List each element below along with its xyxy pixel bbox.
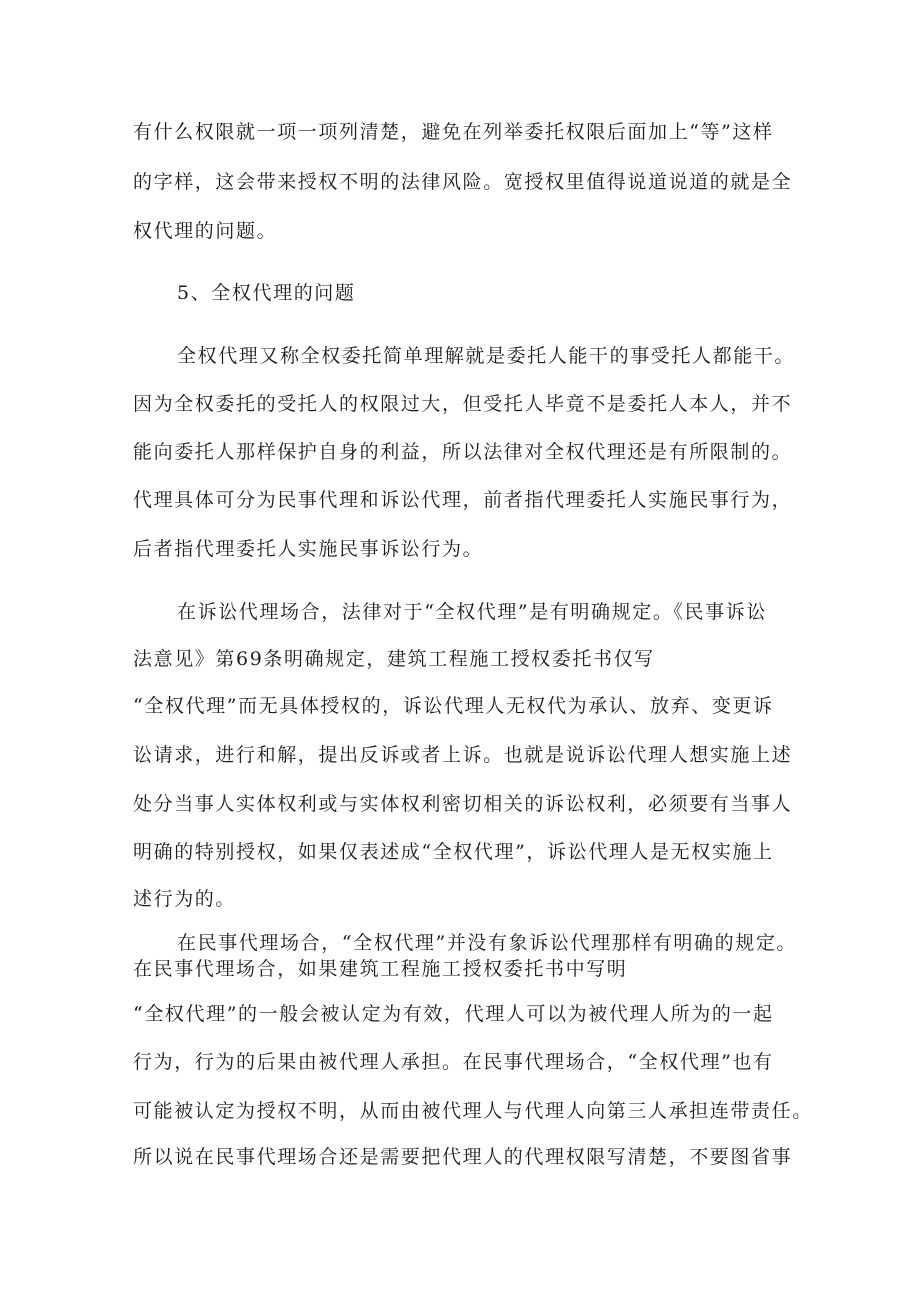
text-line: 的字样，这会带来授权不明的法律风险。宽授权里值得说道说道的就是全	[133, 171, 793, 193]
text-line: “全权代理”而无具体授权的，诉讼代理人无权代为承认、放弃、变更诉	[133, 695, 774, 717]
text-line: “全权代理”的一般会被认定为有效，代理人可以为被代理人所为的一起	[133, 1003, 774, 1025]
text-line: 法意见》第69条明确规定，建筑工程施工授权委托书仅写	[133, 648, 655, 670]
text-line: 明确的特别授权，如果仅表述成“全权代理”，诉讼代理人是无权实施上	[133, 841, 774, 863]
text-line: 后者指代理委托人实施民事诉讼行为。	[133, 538, 484, 560]
text-line: 因为全权委托的受托人的权限过大，但受托人毕竟不是委托人本人，并不	[133, 393, 793, 415]
text-line: 处分当事人实体权利或与实体权利密切相关的诉讼权利，必须要有当事人	[133, 793, 793, 815]
section-heading: 5、全权代理的问题	[177, 282, 356, 304]
text-line: 所以说在民事代理场合还是需要把代理人的代理权限写清楚，不要图省事	[133, 1146, 793, 1168]
text-line: 可能被认定为授权不明，从而由被代理人与代理人向第三人承担连带责任。	[133, 1100, 813, 1122]
text-line: 在民事代理场合，如果建筑工程施工授权委托书中写明	[133, 958, 628, 980]
text-line: 能向委托人那样保护自身的利益，所以法律对全权代理还是有所限制的。	[133, 441, 793, 463]
text-line: 权代理的问题。	[133, 220, 278, 242]
text-line: 在民事代理场合，“全权代理”并没有象诉讼代理那样有明确的规定。	[177, 932, 798, 954]
text-line: 代理具体可分为民事代理和诉讼代理，前者指代理委托人实施民事行为，	[133, 489, 793, 511]
text-line: 在诉讼代理场合，法律对于“全权代理”是有明确规定。《民事诉讼	[177, 601, 767, 623]
text-line: 全权代理又称全权委托简单理解就是委托人能干的事受托人都能干。	[177, 345, 796, 367]
text-line: 述行为的。	[133, 888, 237, 910]
text-line: 有什么权限就一项一项列清楚，避免在列举委托权限后面加上“等”这样	[133, 121, 774, 143]
text-line: 讼请求，进行和解，提出反诉或者上诉。也就是说诉讼代理人想实施上述	[133, 744, 793, 766]
text-line: 行为，行为的后果由被代理人承担。在民事代理场合，“全权代理”也有	[133, 1051, 774, 1073]
